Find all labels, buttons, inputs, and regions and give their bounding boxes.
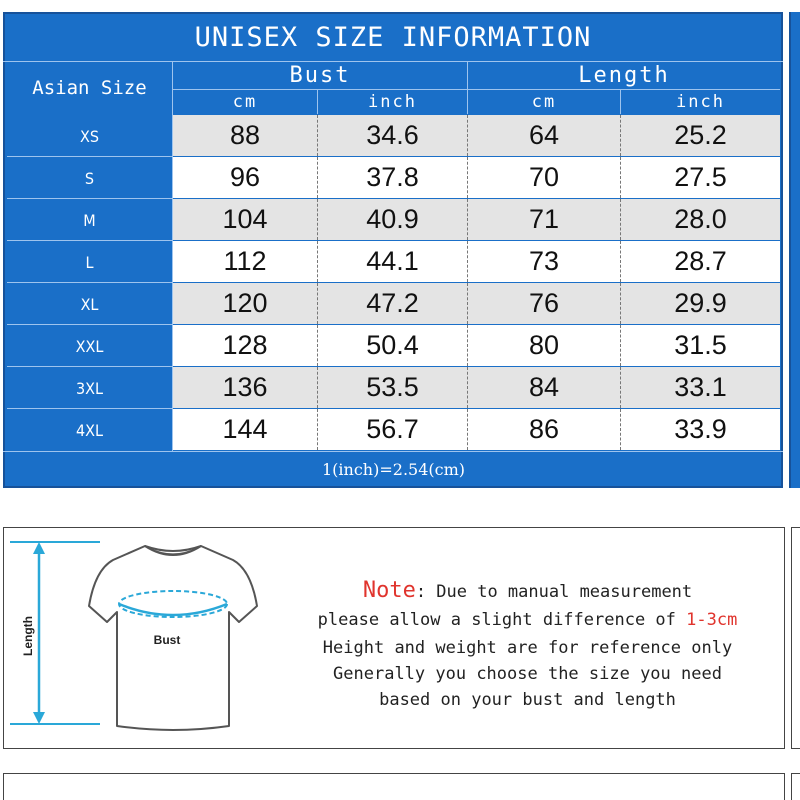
table-cell-length-inch: 33.1	[674, 372, 727, 402]
table-cell-length-inch: 28.0	[674, 204, 727, 234]
cell-separator	[317, 115, 318, 156]
cell-separator	[467, 199, 468, 240]
row-divider	[7, 324, 172, 325]
table-cell-length-cm: 73	[528, 246, 560, 276]
size-label: XS	[80, 126, 99, 146]
table-cell-bust-cm: 88	[229, 120, 261, 150]
size-label: XL	[80, 294, 99, 314]
table-cell-length-inch: 33.9	[674, 414, 727, 444]
cell-separator	[620, 115, 621, 156]
table-cell-length-cm: 70	[528, 162, 560, 192]
table-cell-length-cm: 86	[528, 414, 560, 444]
table-cell-bust-cm: 112	[223, 246, 267, 276]
table-cell-bust-cm: 104	[222, 204, 268, 234]
length-inch-header: inch	[676, 92, 725, 112]
note-line-3: Height and weight are for reference only	[322, 638, 733, 658]
size-label: M	[83, 210, 96, 230]
row-divider	[7, 408, 172, 409]
cell-separator	[317, 283, 318, 324]
table-cell-bust-cm: 96	[229, 162, 261, 192]
table-cell-length-cm: 64	[528, 120, 560, 150]
next-panel-edge	[3, 773, 785, 800]
bust-header: Bust	[289, 63, 351, 88]
row-divider	[7, 156, 172, 157]
cell-separator	[620, 409, 621, 450]
row-divider	[7, 198, 172, 199]
row-divider	[7, 366, 172, 367]
cell-separator	[467, 157, 468, 198]
table-cell-length-inch: 28.7	[674, 246, 727, 276]
adjacent-panel-edge	[791, 527, 800, 749]
table-cell-length-cm: 76	[528, 288, 560, 318]
tshirt-diagram	[5, 534, 275, 734]
table-cell-bust-inch: 44.1	[366, 246, 419, 276]
table-cell-length-inch: 27.5	[674, 162, 727, 192]
table-cell-bust-inch: 53.5	[366, 372, 419, 402]
length-cm-header: cm	[531, 92, 557, 112]
adjacent-table-edge	[789, 12, 800, 488]
note-line-2-text: please allow a slight difference of	[317, 610, 687, 630]
table-cell-bust-cm: 136	[222, 372, 268, 402]
table-cell-bust-inch: 40.9	[366, 204, 419, 234]
table-cell-bust-cm: 144	[222, 414, 268, 444]
length-header: Length	[578, 63, 670, 88]
cell-separator	[317, 157, 318, 198]
cell-separator	[620, 199, 621, 240]
note-line-5: based on your bust and length	[379, 690, 676, 710]
cell-separator	[317, 199, 318, 240]
bust-label: Bust	[153, 633, 181, 647]
table-cell-length-inch: 25.2	[674, 120, 727, 150]
cell-separator	[467, 241, 468, 282]
size-label: L	[85, 252, 94, 272]
conversion-footer: 1(inch)=2.54(cm)	[322, 459, 465, 479]
table-cell-bust-cm: 120	[222, 288, 268, 318]
table-cell-bust-inch: 37.8	[366, 162, 419, 192]
table-title: UNISEX SIZE INFORMATION	[194, 21, 592, 53]
bust-cm-header: cm	[232, 92, 258, 112]
table-cell-bust-inch: 56.7	[366, 414, 419, 444]
table-cell-bust-inch: 34.6	[366, 120, 419, 150]
cell-separator	[467, 367, 468, 408]
cell-separator	[317, 367, 318, 408]
cell-separator	[620, 283, 621, 324]
cell-separator	[620, 325, 621, 366]
table-cell-length-cm: 71	[528, 204, 560, 234]
note-word: Note	[362, 578, 416, 603]
note-line-1	[280, 578, 775, 603]
asian-size-header: Asian Size	[32, 77, 147, 99]
cell-separator	[467, 325, 468, 366]
adjacent-panel-edge	[791, 773, 800, 800]
cell-separator	[317, 325, 318, 366]
table-cell-bust-inch: 50.4	[366, 330, 419, 360]
table-cell-length-cm: 80	[528, 330, 560, 360]
cell-separator	[620, 241, 621, 282]
cell-separator	[317, 409, 318, 450]
row-divider	[7, 240, 172, 241]
cell-separator	[317, 241, 318, 282]
size-label: S	[84, 168, 95, 188]
tolerance-range: 1-3cm	[686, 610, 738, 630]
size-label: 3XL	[75, 378, 104, 398]
cell-separator	[467, 409, 468, 450]
cell-separator	[620, 367, 621, 408]
length-label: Length	[21, 616, 35, 656]
note-line-4: Generally you choose the size you need	[333, 664, 722, 684]
bust-inch-header: inch	[368, 92, 417, 112]
note-line-2	[280, 610, 775, 630]
table-cell-bust-cm: 128	[222, 330, 268, 360]
note-line-1-text: : Due to manual measurement	[415, 582, 693, 602]
cell-separator	[620, 157, 621, 198]
table-cell-length-inch: 31.5	[674, 330, 727, 360]
table-cell-length-inch: 29.9	[674, 288, 727, 318]
row-divider	[7, 282, 172, 283]
cell-separator	[467, 115, 468, 156]
table-cell-length-cm: 84	[528, 372, 560, 402]
size-label: 4XL	[75, 420, 104, 440]
size-label: XXL	[75, 336, 104, 356]
table-cell-bust-inch: 47.2	[366, 288, 419, 318]
cell-separator	[467, 283, 468, 324]
